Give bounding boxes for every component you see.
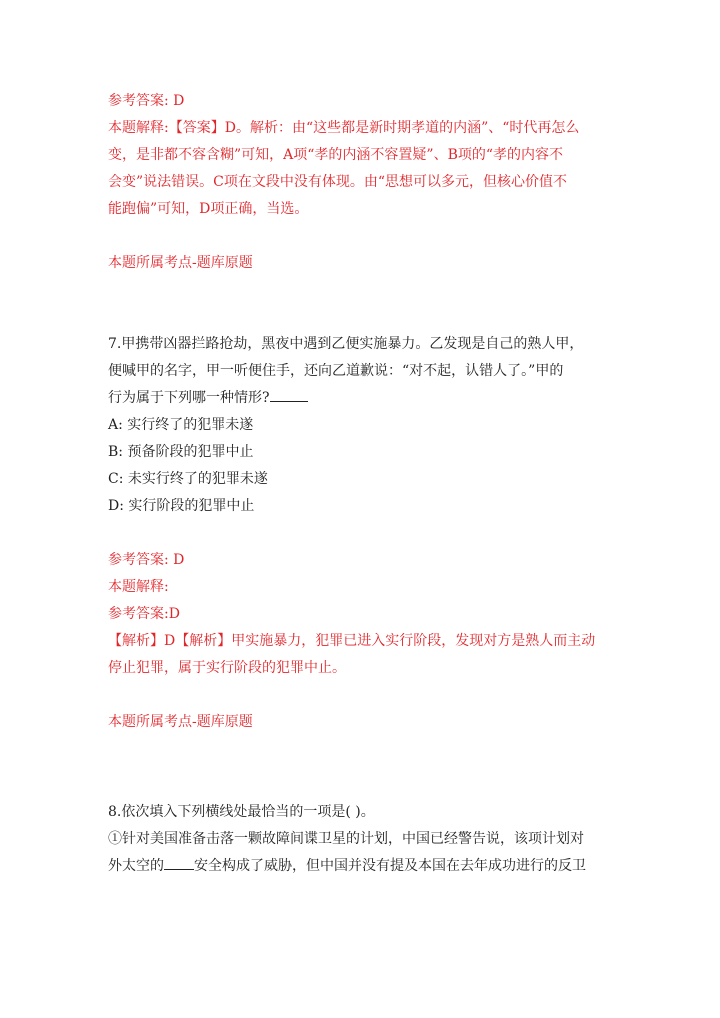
q6-answer-section bbox=[108, 88, 613, 277]
q6-answer-reference: 参考答案: D bbox=[108, 93, 185, 109]
q7-answer-reference: 参考答案: D bbox=[108, 552, 185, 568]
spacer bbox=[108, 520, 613, 547]
q7-stem-last-text: 行为属于下列哪一种情形? bbox=[108, 390, 270, 406]
q6-explanation-line: 能跑偏”可知，D项正确，当选。 bbox=[108, 201, 309, 217]
q6-explanation-line: 变，是非都不容含糊”可知，A项“孝的内涵不容置疑”、B项的“孝的内容不 bbox=[108, 147, 564, 163]
q8-stem: 8.依次填入下列横线处最恰当的一项是( )。 bbox=[108, 804, 375, 820]
q7-category: 本题所属考点-题库原题 bbox=[108, 714, 253, 730]
q6-category: 本题所属考点-题库原题 bbox=[108, 255, 253, 271]
q7-stem-line bbox=[108, 385, 613, 412]
answer-blank bbox=[164, 853, 194, 870]
q7-question-section bbox=[108, 331, 613, 736]
q7-stem-line: 便喊甲的名字，甲一听便住手，还向乙道歉说：“对不起，认错人了。”甲的 bbox=[108, 363, 564, 379]
q8-question-section bbox=[108, 799, 613, 880]
spacer bbox=[108, 682, 613, 709]
q6-explanation-line: 本题解释:【答案】D。解析：由“这些都是新时期孝道的内涵”、“时代再怎么 bbox=[108, 120, 580, 136]
q7-explanation-label: 本题解释: bbox=[108, 579, 169, 595]
q6-explanation-line: 会变”说法错误。C项在文段中没有体现。由“思想可以多元，但核心价值不 bbox=[108, 174, 568, 190]
q7-option-a: A: 实行终了的犯罪未遂 bbox=[108, 417, 254, 433]
q7-option-c: C: 未实行终了的犯罪未遂 bbox=[108, 471, 268, 487]
q8-passage-line bbox=[108, 853, 613, 880]
q7-option-d: D: 实行阶段的犯罪中止 bbox=[108, 498, 255, 514]
answer-blank bbox=[270, 385, 308, 402]
q7-analysis-line: 【解析】D【解析】甲实施暴力，犯罪已进入实行阶段，发现对方是熟人而主动 bbox=[108, 633, 596, 649]
spacer bbox=[108, 736, 613, 799]
q7-analysis-line: 停止犯罪，属于实行阶段的犯罪中止。 bbox=[108, 660, 346, 676]
spacer bbox=[108, 277, 613, 331]
document-page bbox=[108, 88, 613, 880]
spacer bbox=[108, 223, 613, 250]
q7-answer-reference-2: 参考答案:D bbox=[108, 606, 180, 622]
q8-passage-text-before: 外太空的 bbox=[108, 858, 164, 874]
q8-passage-line: ①针对美国准备击落一颗故障间谍卫星的计划，中国已经警告说，该项计划对 bbox=[108, 831, 584, 847]
q7-option-b: B: 预备阶段的犯罪中止 bbox=[108, 444, 254, 460]
q7-stem-line: 7.甲携带凶器拦路抢劫，黑夜中遇到乙便实施暴力。乙发现是自己的熟人甲， bbox=[108, 336, 584, 352]
q8-passage-text-after: 安全构成了威胁，但中国并没有提及本国在去年成功进行的反卫 bbox=[194, 858, 586, 874]
